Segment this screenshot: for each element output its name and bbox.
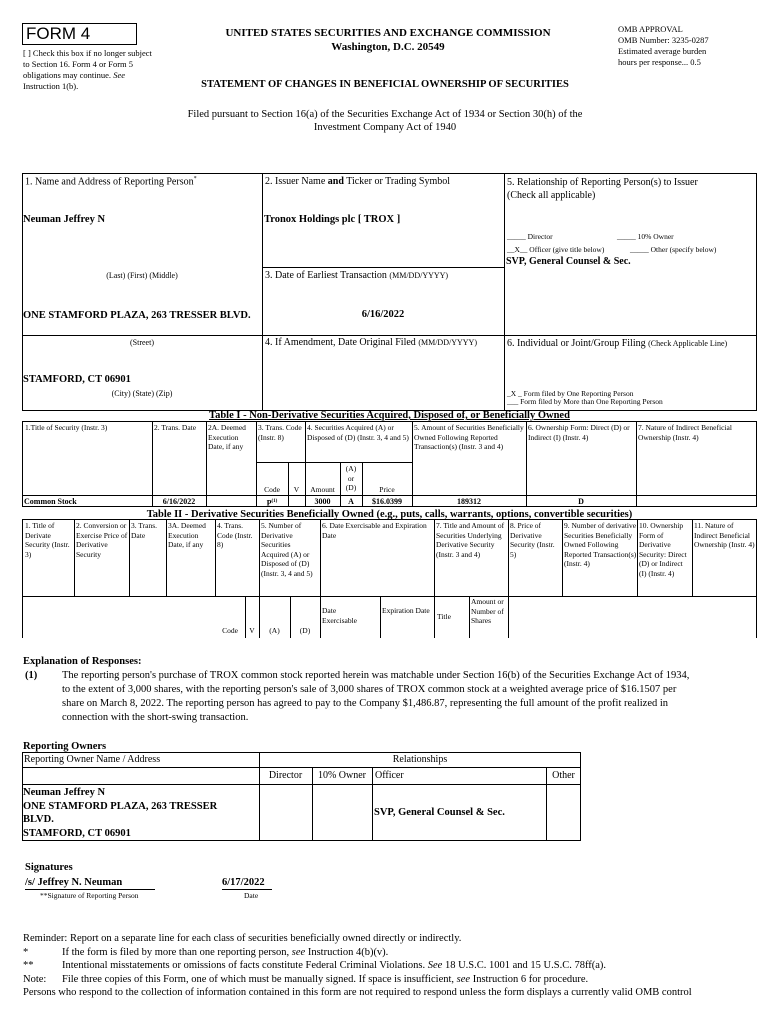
t1-form: D [578,497,584,506]
t1-sub-price: Price [379,485,395,494]
street-hint: (Street) [130,338,154,347]
filing-label: 6. Individual or Joint/Group Filing (Check Applicable Line) [507,338,728,349]
t2-h5: 4. Trans. Code (Instr. 8) [217,521,253,549]
reporting-person-name: Neuman Jeffrey N [23,214,106,225]
owner-address: Neuman Jeffrey N ONE STAMFORD PLAZA, 263 TRESSER BLVD. STAMFORD, CT 06901 [23,787,218,839]
issuer-name: Tronox Holdings plc [ TROX ] [264,214,401,225]
issuer-label: 2. Issuer Name and Ticker or Trading Symbol [265,176,451,187]
owners-col-other: Other [552,770,575,781]
ten-pct-option: _____ 10% Owner [617,232,674,241]
owner-officer-value: SVP, General Counsel & Sec. [374,807,505,818]
t2-h12: 11. Nature of Indirect Beneficial Ownership (Instr. 4) [694,521,755,549]
omb-approval: OMB APPROVAL OMB Number: 3235-0287 Estimated average burden hours per response... 0.5 [618,24,709,67]
checkbox-text: [ ] Check this box if no longer subject to Section 16. Form 4 or Form 5 obligations may continue. See Instruction 1(b). [23,48,152,91]
signature-label: **Signature of Reporting Person [40,891,139,900]
name-hint: (Last) (First) (Middle) [106,271,178,280]
table1-title: Table I - Non-Derivative Securities Acquired, Disposed of, or Beneficially Owned [209,410,570,421]
t1-sub-v: V [293,485,300,494]
t1-date: 6/16/2022 [162,497,196,506]
signatures-heading: Signatures [25,862,73,873]
t1-amount: 3000 [314,497,331,506]
footer-reminder: Reminder: Report on a separate line for each class of securities beneficially owned directly or indirectly. [23,933,462,944]
t1-h1: 1.Title of Security (Instr. 3) [25,423,108,432]
t2-sub-title: Title [437,612,451,621]
t1-h2: 2. Trans. Date [154,423,197,432]
t2-sub-date-exercisable: Date Exercisable [322,606,357,625]
t2-sub-a: (A) [269,626,280,635]
signature-name: /s/ Jeffrey N. Neuman [25,877,123,888]
t2-sub-amount: Amount or Number of Shares [471,597,504,625]
statement-title: STATEMENT OF CHANGES IN BENEFICIAL OWNERSHIP OF SECURITIES [201,79,569,90]
agency-location: Washington, D.C. 20549 [331,41,445,53]
t2-sub-d: (D) [299,626,311,635]
t1-owned: 189312 [457,497,481,506]
t2-sub-v: V [249,626,255,635]
filed-pursuant: Filed pursuant to Section 16(a) of the Securities Exchange Act of 1934 or Section 30(h) of the Investment Company Act of 1940 [187,109,583,133]
t1-sub-code: Code [264,485,280,494]
t2-h6: 5. Number of Derivative Securities Acquired (A) or Disposed of (D) (Instr. 3, 4 and 5) [261,521,313,578]
reporting-person-label: 1. Name and Address of Reporting Person* [25,176,197,188]
footer [23,932,763,1000]
earliest-transaction-label: 3. Date of Earliest Transaction (MM/DD/YYYY) [265,270,449,281]
t1-h6: 5. Amount of Securities Beneficially Owned Following Reported Transaction(s) (Instr. 3 and 4) [414,423,524,451]
t2-sub-expiration: Expiration Date [382,606,430,615]
owners-col-ten: 10% Owner [317,770,367,781]
t1-title: Common Stock [24,497,77,506]
explanation-num: (1) [25,670,38,681]
t2-h7: 6. Date Exercisable and Expiration Date [322,521,427,540]
reporting-person-street: ONE STAMFORD PLAZA, 263 TRESSER BLVD. [23,310,251,321]
director-option: _____ Director [507,232,553,241]
t2-h8: 7. Title and Amount of Securities Underlying Derivative Security (Instr. 3 and 4) [436,521,505,559]
t2-h2: 2. Conversion or Exercise Price of Derivative Security [76,521,128,559]
footer-note: * If the form is filed by more than one reporting person, see Instruction 4(b)(v). [23,946,389,958]
t2-h4: 3A. Deemed Execution Date, if any [168,521,206,549]
table2-title: Table II - Derivative Securities Beneficially Owned (e.g., puts, calls, warrants, options, convertible securities) [146,509,633,520]
t1-sub-amount: Amount [310,485,335,494]
earliest-transaction-date: 6/16/2022 [361,309,405,320]
t1-sub-ad: (A) or (D) [345,464,357,492]
footer-note: Note: File three copies of this Form, one of which must be manually signed. If space is insufficient, see Instruction 6 for procedure. [23,973,589,985]
t2-h10: 9. Number of derivative Securities Beneficially Owned Following Reported Transaction(s) (Instr. 4) [564,521,637,568]
t1-h5: 4. Securities Acquired (A) or Disposed of (D) (Instr. 3, 4 and 5) [307,423,409,442]
owners-col-rel: Relationships [392,754,448,765]
signature-date-label: Date [244,891,259,900]
t1-h8: 7. Nature of Indirect Beneficial Ownership (Instr. 4) [638,423,732,442]
t2-h11: 10. Ownership Form of Derivative Security: Direct (D) or Indirect (I) (Instr. 4) [639,521,687,578]
owners-col-officer: Officer [375,770,404,781]
form-title-box [22,23,137,45]
form-top-grid [22,173,757,411]
agency-name: UNITED STATES SECURITIES AND EXCHANGE COMMISSION [225,27,551,39]
filing-more: ___ Form filed by More than One Reporting Person [507,397,663,406]
t1-h4: 3. Trans. Code (Instr. 8) [258,423,302,442]
explanation-text: The reporting person's purchase of TROX common stock reported herein was matchable under Section 16(b) of the Securities Exchange Act of 1934, to the extent of 3,000 shares, with the reporting person's sale of 3,000 shares of TROX common stock at a weighted average price of $16.1507 per share on March 8, 2022. The reporting person has agreed to pay to the Company $1,486.87, representing the full amount of the profit realized in connection with the short-swing transaction. [62,670,690,723]
t2-h1: 1. Title of Derivate Security (Instr. 3) [25,521,70,559]
relationship-label: 5. Relationship of Reporting Person(s) to Issuer (Check all applicable) [507,177,698,201]
t1-price: $16.0399 [372,497,402,506]
explanation-heading: Explanation of Responses: [23,656,142,667]
t1-ad: A [348,497,354,506]
owners-heading: Reporting Owners [23,741,107,752]
t1-code: $P^{(1)}$ [266,498,278,508]
t2-sub-code: Code [222,626,238,635]
owners-col-name: Reporting Owner Name / Address [24,754,161,765]
t1-h3: 2A. Deemed Execution Date, if any [208,423,246,451]
officer-title: SVP, General Counsel & Sec. [506,256,631,267]
owners-col-director: Director [268,770,303,781]
footer-note: ** Intentional misstatements or omissions of facts constitute Federal Criminal Violations. See 18 U.S.C. 1001 and 15 U.S.C. 78ff(a). [23,960,607,971]
other-option: _____ Other (specify below) [630,245,717,254]
officer-option: __X__ Officer (give title below) [507,245,605,254]
filing-one: _X _ Form filed by One Reporting Person [507,389,634,398]
signature-date: 6/17/2022 [222,877,265,888]
city-hint: (City) (State) (Zip) [111,389,173,398]
t2-h3: 3. Trans. Date [131,521,158,540]
amendment-label: 4. If Amendment, Date Original Filed (MM/DD/YYYY) [265,337,477,348]
t1-h7: 6. Ownership Form: Direct (D) or Indirect (I) (Instr. 4) [528,423,630,442]
reporting-person-city: STAMFORD, CT 06901 [23,374,131,385]
form-title: FORM 4 [26,24,91,43]
t2-h9: 8. Price of Derivative Security (Instr. 5) [510,521,555,559]
footer-last: Persons who respond to the collection of information contained in this form are not required to respond unless the form displays a currently valid OMB control [23,987,692,998]
